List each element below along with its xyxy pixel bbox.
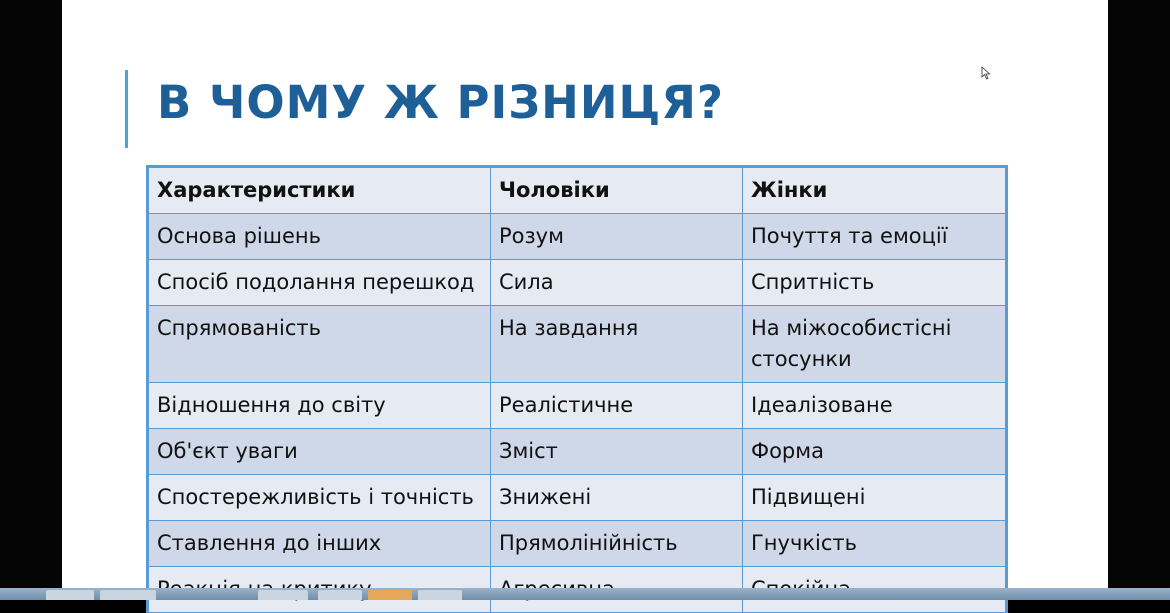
table-row [149, 214, 1006, 260]
table-cell: Відношення до світу [149, 383, 491, 429]
table-cell: Сила [491, 260, 743, 306]
comparison-table [148, 167, 1006, 613]
table-cell: Основа рішень [149, 214, 491, 260]
table-cell: Об'єкт уваги [149, 429, 491, 475]
header-men: Чоловіки [491, 168, 743, 214]
table-row [149, 475, 1006, 521]
table-cell: Реалістичне [491, 383, 743, 429]
table-cell: Підвищені [743, 475, 1006, 521]
table-cell: Форма [743, 429, 1006, 475]
taskbar-item[interactable] [318, 590, 362, 600]
taskbar-item[interactable] [100, 590, 156, 600]
slide-title: В ЧОМУ Ж РІЗНИЦЯ? [157, 76, 724, 129]
table-cell: Розум [491, 214, 743, 260]
table-row [149, 521, 1006, 567]
table-cell: Зміст [491, 429, 743, 475]
table-cell: Прямолінійність [491, 521, 743, 567]
right-black-margin [1108, 0, 1170, 588]
header-women: Жінки [743, 168, 1006, 214]
table-row [149, 260, 1006, 306]
title-accent-bar [125, 70, 128, 148]
table-cell: Ставлення до інших [149, 521, 491, 567]
taskbar-item[interactable] [368, 590, 412, 600]
header-characteristics: Характеристики [149, 168, 491, 214]
taskbar-item[interactable] [418, 590, 462, 600]
presentation-slide [62, 0, 1108, 588]
taskbar-item[interactable] [258, 590, 308, 600]
table-row [149, 429, 1006, 475]
taskbar [0, 588, 1170, 600]
table-cell: На міжособистісні стосунки [743, 306, 1006, 383]
table-cell: На завдання [491, 306, 743, 383]
table-cell: Гнучкість [743, 521, 1006, 567]
left-black-margin [0, 0, 62, 588]
table-cell: Спостережливість і точність [149, 475, 491, 521]
table-cell: Спрямованість [149, 306, 491, 383]
table-cell: Спосіб подолання перешкод [149, 260, 491, 306]
table-row [149, 383, 1006, 429]
table-cell: Ідеалізоване [743, 383, 1006, 429]
table-row [149, 306, 1006, 383]
taskbar-item[interactable] [46, 590, 94, 600]
mouse-pointer-icon [981, 66, 991, 80]
table-header-row [149, 168, 1006, 214]
table-cell: Знижені [491, 475, 743, 521]
table-cell: Почуття та емоції [743, 214, 1006, 260]
table-cell: Спритність [743, 260, 1006, 306]
